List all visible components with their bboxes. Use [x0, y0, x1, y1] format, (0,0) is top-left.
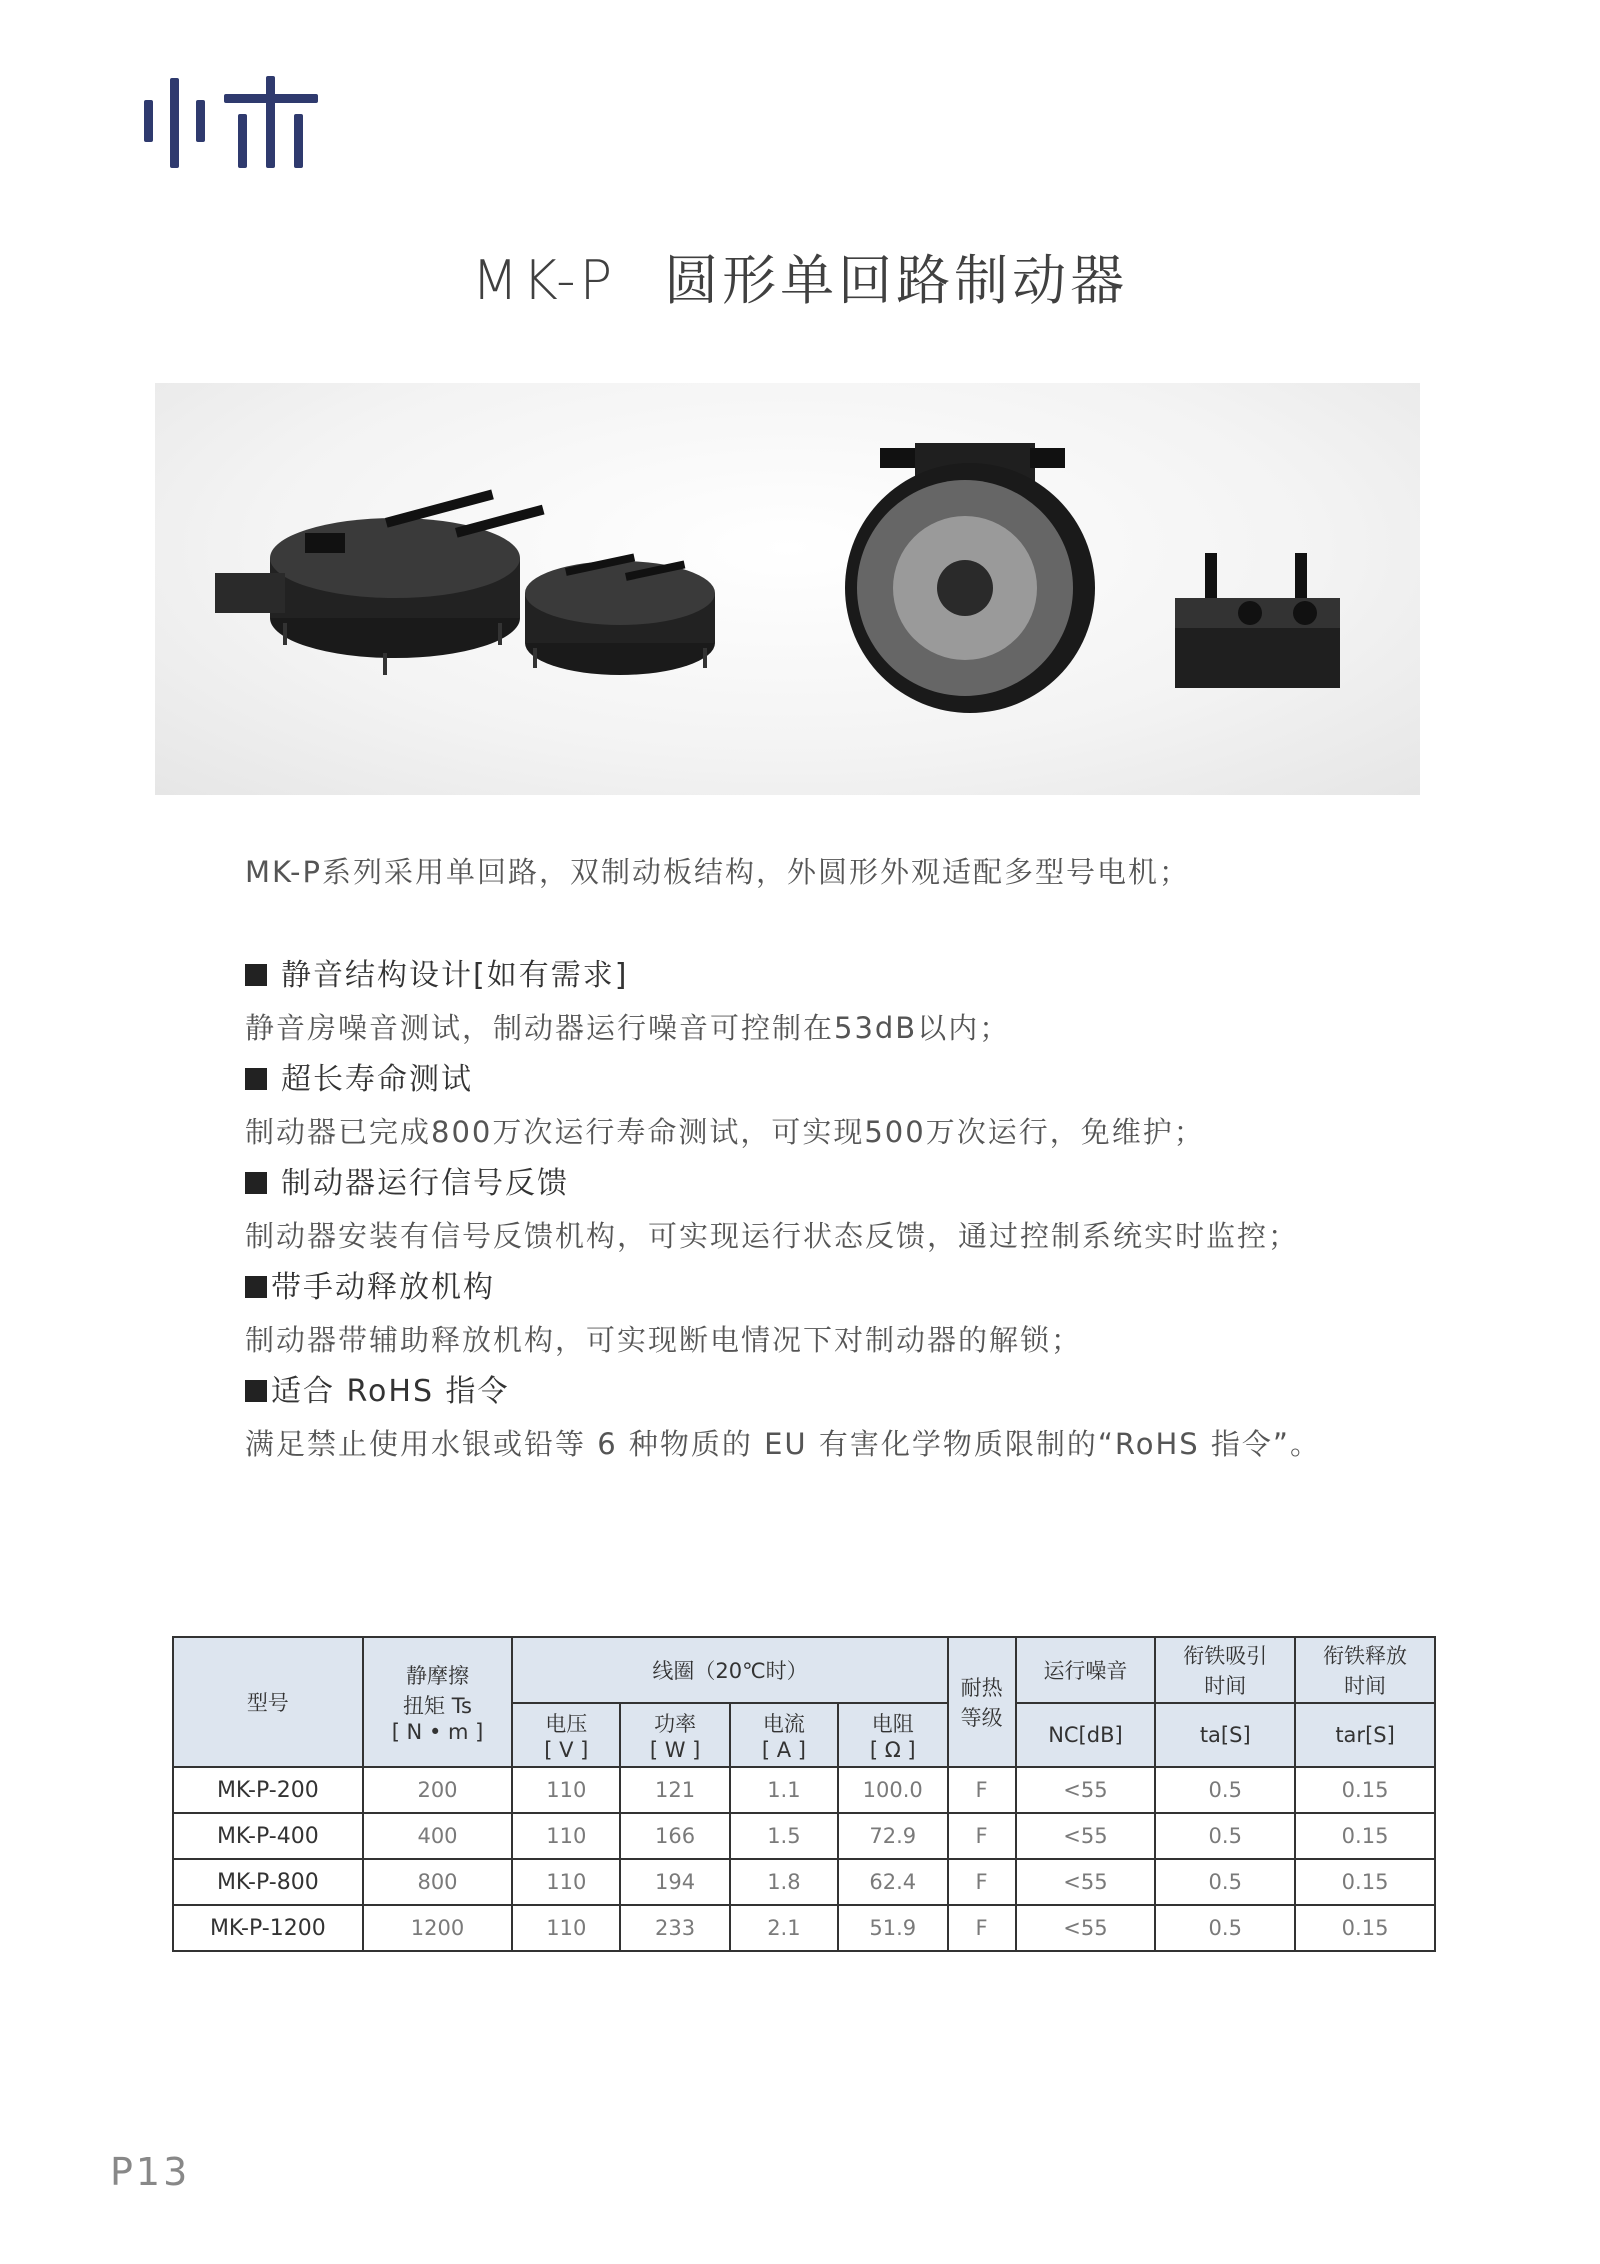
feature-desc: 静音房噪音测试，制动器运行噪音可控制在53dB以内； — [245, 1011, 1011, 1045]
header-noise-unit: NC[dB] — [1016, 1703, 1156, 1767]
brand-logo — [140, 70, 340, 170]
table-row: MK-P-800 800 110 194 1.8 62.4 F <55 0.5 0.15 — [173, 1859, 1435, 1905]
square-bullet-icon — [245, 1068, 267, 1090]
header-model: 型号 — [173, 1637, 363, 1767]
feature-heading: 带手动释放机构 — [245, 1262, 1445, 1314]
square-bullet-icon — [245, 964, 267, 986]
brake-unit-4 — [1175, 553, 1340, 688]
feature-heading: 制动器运行信号反馈 — [245, 1158, 1445, 1210]
page-title — [0, 238, 1600, 315]
page-number: P13 — [110, 2150, 191, 2194]
square-bullet-icon — [245, 1172, 267, 1194]
intro-text: MK-P系列采用单回路，双制动板结构，外圆形外观适配多型号电机； — [245, 855, 1190, 889]
header-power: 功率 [ W ] — [620, 1703, 730, 1767]
feature-desc: 制动器带辅助释放机构，可实现断电情况下对制动器的解锁； — [245, 1323, 1083, 1357]
table-row: MK-P-1200 1200 110 233 2.1 51.9 F <55 0.5 0.15 — [173, 1905, 1435, 1951]
header-voltage: 电压 [ V ] — [512, 1703, 620, 1767]
feature-heading: 适合 RoHS 指令 — [245, 1366, 1445, 1418]
header-pull-unit: ta[S] — [1155, 1703, 1295, 1767]
header-release-time: 衔铁释放 时间 — [1295, 1637, 1435, 1703]
header-resistance: 电阻 [ Ω ] — [838, 1703, 948, 1767]
header-heat-class: 耐热 等级 — [948, 1637, 1016, 1767]
header-torque: 静摩擦 扭矩 Ts [ N • m ] — [363, 1637, 513, 1767]
table-row: MK-P-400 400 110 166 1.5 72.9 F <55 0.5 0.15 — [173, 1813, 1435, 1859]
feature-desc: 制动器安装有信号反馈机构，可实现运行状态反馈，通过控制系统实时监控； — [245, 1219, 1300, 1253]
product-illustration — [155, 383, 1420, 795]
feature-desc: 满足禁止使用水银或铅等 6 种物质的 EU 有害化学物质限制的“RoHS 指令”。 — [245, 1427, 1321, 1461]
brake-unit-3 — [845, 443, 1095, 713]
header-release-unit: tar[S] — [1295, 1703, 1435, 1767]
brake-unit-2 — [525, 553, 715, 675]
product-photo — [155, 383, 1420, 795]
feature-heading: 静音结构设计[如有需求] — [245, 950, 1445, 1002]
feature-heading: 超长寿命测试 — [245, 1054, 1445, 1106]
square-bullet-icon — [245, 1276, 267, 1298]
feature-list — [245, 950, 1445, 1470]
brake-unit-1 — [215, 490, 545, 675]
square-bullet-icon — [245, 1380, 267, 1402]
header-noise: 运行噪音 — [1016, 1637, 1156, 1703]
title-name: 圆形单回路制动器 — [664, 249, 1129, 312]
feature-desc: 制动器已完成800万次运行寿命测试，可实现500万次运行，免维护； — [245, 1115, 1205, 1149]
title-model: MK-P — [471, 249, 617, 312]
header-coil: 线圈（20℃时） — [512, 1637, 947, 1703]
header-current: 电流 [ A ] — [730, 1703, 838, 1767]
table-row: MK-P-200 200 110 121 1.1 100.0 F <55 0.5 0.15 — [173, 1767, 1435, 1813]
header-pull-time: 衔铁吸引 时间 — [1155, 1637, 1295, 1703]
spec-table — [172, 1636, 1436, 1952]
